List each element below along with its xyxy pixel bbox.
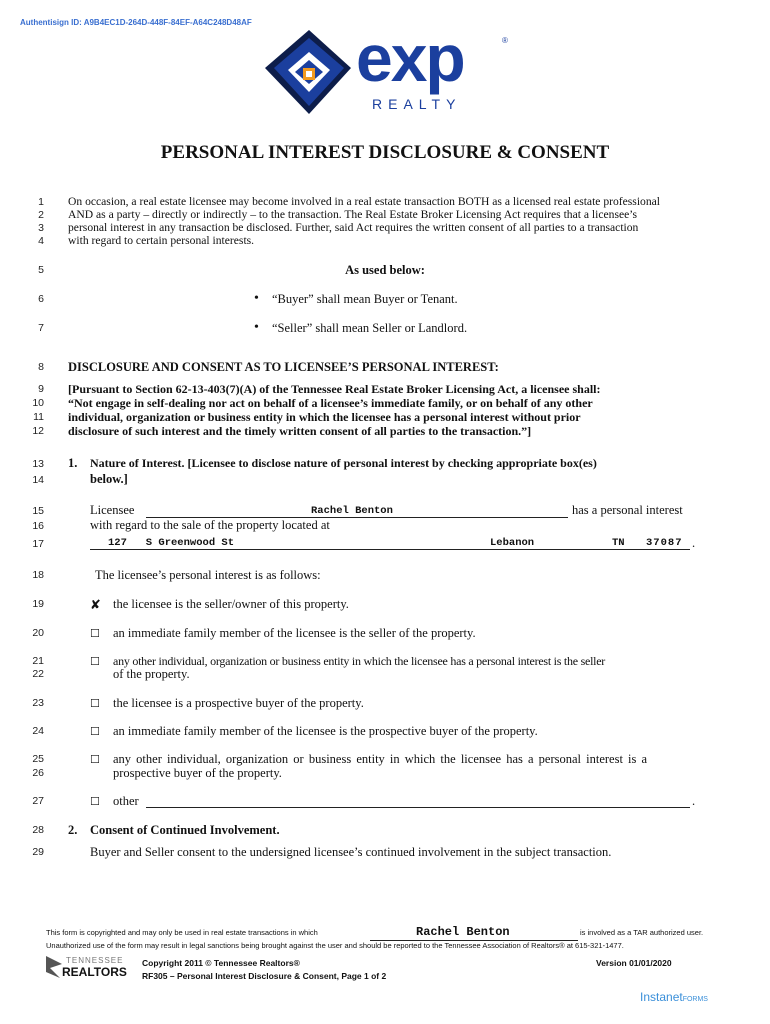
line-number: 5	[38, 264, 44, 276]
registered-mark: ®	[502, 36, 508, 45]
instanet-text: Instanet	[640, 990, 683, 1004]
as-used-below: As used below:	[345, 263, 425, 277]
footer-copyright: Copyright 2011 © Tennessee Realtors®	[142, 958, 300, 968]
checkbox-label: an immediate family member of the licensee is the seller of the property.	[113, 626, 476, 640]
footer-version: Version 01/01/2020	[596, 958, 672, 968]
has-interest-text: has a personal interest	[572, 503, 683, 517]
section2-number: 2.	[68, 823, 78, 837]
line-number: 27	[32, 795, 44, 807]
line-number: 14	[32, 474, 44, 486]
footer-name-value: Rachel Benton	[416, 925, 510, 939]
tn-logo-bottom: REALTORS	[62, 965, 127, 979]
line-number: 17	[32, 538, 44, 550]
licensee-name-value: Rachel Benton	[311, 505, 393, 517]
property-address-field[interactable]	[90, 537, 690, 550]
checkbox-label: other	[113, 794, 139, 808]
bullet: •	[254, 291, 259, 306]
section2-heading: Consent of Continued Involvement.	[90, 823, 280, 837]
line-number: 3	[38, 222, 44, 234]
checkbox-other-entity-buyer[interactable]: ☐	[90, 753, 100, 766]
city-value: Lebanon	[490, 537, 535, 549]
authentisign-id: Authentisign ID: A9B4EC1D-264D-448F-84EF-A64C248D48AF	[20, 18, 252, 27]
checkbox-family-seller[interactable]: ☐	[90, 627, 100, 640]
checkbox-other-entity-seller[interactable]: ☐	[90, 655, 100, 668]
checkbox-label: any other individual, organization or business entity in which the licensee has a personal interest is a	[113, 752, 648, 766]
tn-logo-top: TENNESSEE	[66, 956, 124, 965]
checkbox-seller-owner[interactable]: ✘	[90, 598, 101, 613]
checkbox-family-buyer[interactable]: ☐	[90, 725, 100, 738]
intro-line: On occasion, a real estate licensee may become involved in a real estate transaction BOTH as a licensed real estate professional	[68, 195, 661, 208]
checkbox-label: any other individual, organization or business entity in which the licensee has a personal interest is the seller	[113, 654, 606, 668]
line-number: 16	[32, 520, 44, 532]
address-value: 127 S Greenwood St	[108, 537, 235, 549]
line-number: 23	[32, 697, 44, 709]
page-title: PERSONAL INTEREST DISCLOSURE & CONSENT	[160, 142, 610, 163]
checkbox-label-cont: of the property.	[113, 667, 190, 681]
line-number: 28	[32, 824, 44, 836]
pursuant-line: [Pursuant to Section 62-13-403(7)(A) of the Tennessee Real Estate Broker Licensing Act, a licensee shall:	[68, 382, 601, 396]
interest-intro: The licensee’s personal interest is as follows:	[95, 568, 321, 582]
tn-realtors-mark-icon	[44, 954, 64, 980]
line-number: 13	[32, 458, 44, 470]
line-number: 11	[33, 411, 44, 423]
licensee-name-field[interactable]	[146, 504, 568, 518]
bullet-seller: “Seller” shall mean Seller or Landlord.	[272, 321, 468, 335]
checkbox-label: the licensee is a prospective buyer of the property.	[113, 696, 364, 710]
exp-realty-logo	[262, 21, 512, 120]
footer-form-id: RF305 – Personal Interest Disclosure & Consent, Page 1 of 2	[142, 971, 387, 981]
line-number: 26	[32, 767, 44, 779]
bullet-buyer: “Buyer” shall mean Buyer or Tenant.	[272, 292, 458, 306]
line-number: 8	[38, 361, 44, 373]
footer-name-field[interactable]	[370, 925, 578, 941]
line-number: 9	[38, 383, 44, 395]
line-number: 1	[38, 196, 44, 208]
other-period: .	[692, 794, 696, 808]
checkbox-other[interactable]: ☐	[90, 795, 100, 808]
section2-body: Buyer and Seller consent to the undersigned licensee’s continued involvement in the subject transaction.	[90, 845, 612, 859]
line-number: 18	[32, 569, 44, 581]
exp-brand-text: exp	[356, 21, 464, 95]
zip-value: 37087	[646, 537, 683, 549]
pursuant-line: disclosure of such interest and the timely written consent of all parties to the transaction.”]	[68, 424, 532, 438]
line-number: 12	[32, 425, 44, 437]
checkbox-licensee-buyer[interactable]: ☐	[90, 697, 100, 710]
line-number: 19	[32, 598, 44, 610]
disclosure-heading: DISCLOSURE AND CONSENT AS TO LICENSEE’S PERSONAL INTEREST:	[68, 360, 499, 374]
realty-text: REALTY	[372, 96, 462, 112]
checkbox-label-cont: prospective buyer of the property.	[113, 766, 282, 780]
intro-line: AND as a party – directly or indirectly – to the transaction. The Real Estate Broker Licensing Act requires that a licensee’s	[68, 208, 637, 221]
licensee-label: Licensee	[90, 503, 135, 517]
line-number: 7	[38, 322, 44, 334]
section1-heading: Nature of Interest. [Licensee to disclose nature of personal interest by checking appropriate box(es)	[90, 456, 597, 470]
line-number: 4	[38, 235, 44, 247]
line-number: 10	[32, 397, 44, 409]
checkbox-label: an immediate family member of the licensee is the prospective buyer of the property.	[113, 724, 538, 738]
line-number: 22	[32, 668, 44, 680]
with-regard-text: with regard to the sale of the property located at	[90, 518, 330, 532]
pursuant-line: “Not engage in self-dealing nor act on behalf of a licensee’s immediate family, or on behalf of any other	[68, 396, 593, 410]
line-number: 29	[32, 846, 44, 858]
bullet: •	[254, 320, 259, 335]
intro-line: personal interest in any transaction be disclosed. Further, said Act requires the written consent of all parties to a transaction	[68, 221, 639, 234]
footer-unauthorized: Unauthorized use of the form may result in legal sanctions being brought against the user and should be reported to the Tennessee Association of Realtors® at 615-321-1477.	[46, 941, 624, 950]
address-period: .	[692, 536, 696, 550]
line-number: 20	[32, 627, 44, 639]
pursuant-line: individual, organization or business entity in which the licensee has a personal interest without prior	[68, 410, 581, 424]
checkbox-label: the licensee is the seller/owner of this property.	[113, 597, 349, 611]
state-value: TN	[612, 537, 625, 549]
other-text-field[interactable]	[146, 795, 690, 808]
section1-number: 1.	[68, 456, 78, 470]
footer-copyright-pre: This form is copyrighted and may only be used in real estate transactions in which	[46, 928, 318, 937]
instanet-forms-text: FORMS	[682, 996, 708, 1003]
line-number: 24	[32, 725, 44, 737]
instanet-logo	[640, 990, 708, 1004]
line-number: 6	[38, 293, 44, 305]
line-number: 25	[32, 753, 44, 765]
line-number: 15	[32, 505, 44, 517]
footer-copyright-post: is involved as a TAR authorized user.	[580, 928, 704, 937]
tennessee-realtors-logo	[44, 952, 134, 984]
line-number: 21	[32, 655, 44, 667]
line-number: 2	[38, 209, 44, 221]
section1-heading-cont: below.]	[90, 472, 128, 486]
intro-line: with regard to certain personal interests.	[68, 234, 255, 247]
